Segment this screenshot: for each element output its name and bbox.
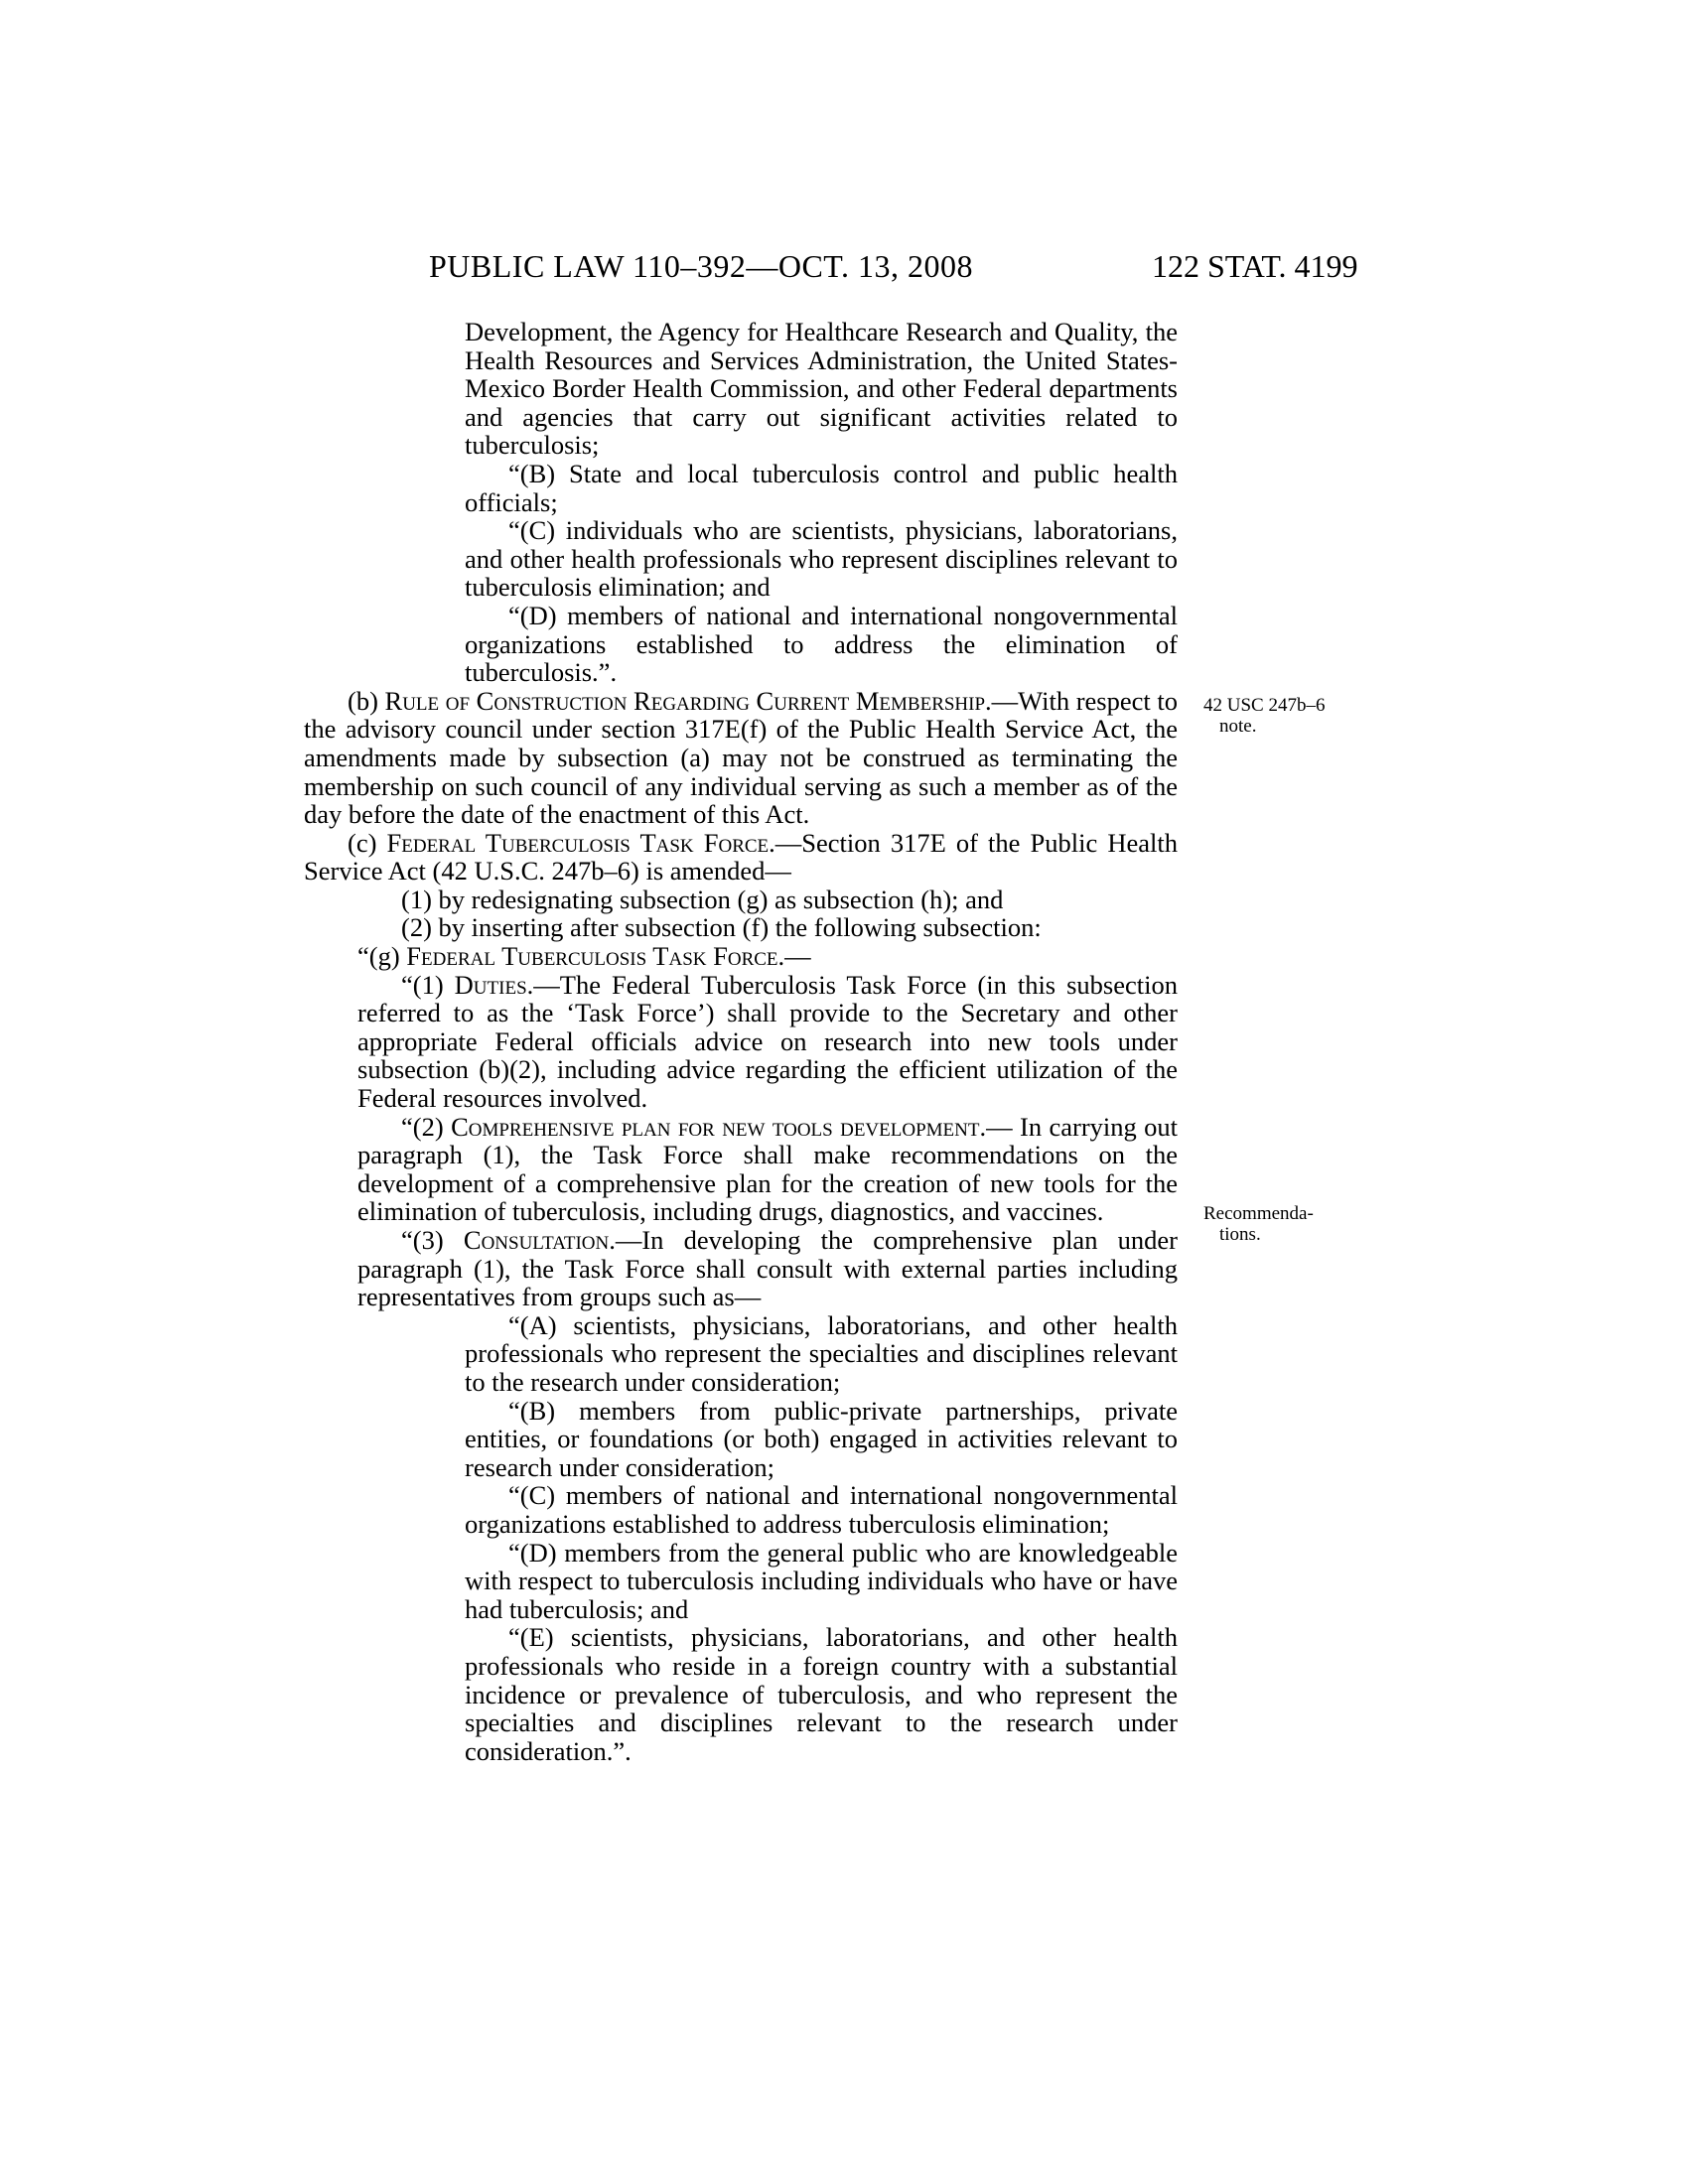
paragraph-1-label: “(1) xyxy=(401,969,444,1000)
consultation-group-b: “(B) members from public-private partnerships, private entities, or foundations (or both) engaged in activities relevant to research under consideration; xyxy=(465,1395,1178,1482)
paragraph-2-heading: Comprehensive plan for new tools development. xyxy=(451,1111,987,1142)
paragraph-b-officials: “(B) State and local tuberculosis control and public health officials; xyxy=(465,458,1178,517)
paragraph-continuation: Development, the Agency for Healthcare Research and Quality, the Health Resources and Services Administration, the United States-Mexico Border Health Commission, and other Federal departments and agencies that carry out significant activities related to tuberculosis; xyxy=(465,317,1178,461)
subsection-b-rule-of-construction xyxy=(304,687,1178,829)
consultation-group-d: “(D) members from the general public who are knowledgeable with respect to tuberculosis including individuals who have or have had tuberculosis; and xyxy=(465,1537,1178,1624)
subsection-b-heading: Rule of Construction Regarding Current Membership. xyxy=(384,685,992,716)
page-number: 122 STAT. 4199 xyxy=(1152,248,1358,284)
margin-note-usc-line1: 42 USC 247b–6 xyxy=(1203,695,1326,716)
paragraph-3-label: “(3) xyxy=(401,1225,444,1255)
subsection-g-heading-line xyxy=(357,942,1178,971)
paragraph-d-members: “(D) members of national and international nongovernmental organizations established to address the elimination of tuberculosis.”. xyxy=(465,600,1178,688)
margin-note-usc-line2: note. xyxy=(1219,716,1257,737)
subsection-g-heading: Federal Tuberculosis Task Force. xyxy=(406,941,785,972)
subsection-c-text: —Section 317E of the Public Health Service Act (42 U.S.C. 247b–6) is amended— xyxy=(304,827,1178,887)
subsection-g-label: “(g) xyxy=(357,941,400,972)
subsection-g-dash: — xyxy=(784,941,811,972)
amendment-item-2: (2) by inserting after subsection (f) the following subsection: xyxy=(401,912,1042,943)
running-header-title: PUBLIC LAW 110–392—OCT. 13, 2008 xyxy=(429,248,973,284)
paragraph-1-text: —The Federal Tuberculosis Task Force (in this subsection referred to as the ‘Task Force’) shall provide to the Secretary and other appropriate Federal officials advice on research into new tools under subsection (b)(2), including advice regarding the efficient utilization of the Federal resources involved. xyxy=(357,969,1178,1114)
margin-note-rec-line2: tions. xyxy=(1219,1224,1261,1245)
paragraph-1-heading: Duties. xyxy=(454,969,534,1000)
consultation-group-a: “(A) scientists, physicians, laboratorians, and other health professionals who represent the specialties and disciplines relevant to the research under consideration; xyxy=(465,1309,1178,1397)
paragraph-3-consultation xyxy=(357,1226,1178,1311)
subsection-b-text: —With respect to the advisory council under section 317E(f) of the Public Health Service Act, the amendments made by subsection (a) may not be construed as terminating the membership on such council of any individual serving as such a member as of the day before the date of the enactment of this Act. xyxy=(304,685,1178,830)
subsection-c-task-force xyxy=(304,829,1178,886)
subsection-c-label: (c) xyxy=(348,827,377,858)
paragraph-2-label: “(2) xyxy=(401,1111,444,1142)
paragraph-3-heading: Consultation. xyxy=(463,1225,616,1255)
margin-note-recommendations xyxy=(1203,1203,1352,1245)
margin-note-usc xyxy=(1203,695,1352,737)
subsection-b-label: (b) xyxy=(348,685,378,716)
consultation-group-e: “(E) scientists, physicians, laboratorians, and other health professionals who reside in a foreign country with a substantial incidence or prevalence of tuberculosis, and who represent the specialties and disciplines relevant to the research under consideration.”. xyxy=(465,1622,1178,1766)
paragraph-1-duties xyxy=(357,971,1178,1113)
amendment-item-1: (1) by redesignating subsection (g) as subsection (h); and xyxy=(401,884,1004,914)
margin-note-rec-line1: Recommenda- xyxy=(1203,1203,1314,1224)
paragraph-2-text: — In carrying out paragraph (1), the Task Force shall make recommendations on the development of a comprehensive plan for the creation of new tools for the elimination of tuberculosis, including drugs, diagnostics, and vaccines. xyxy=(357,1111,1179,1227)
consultation-group-c: “(C) members of national and international nongovernmental organizations established to address tuberculosis elimination; xyxy=(465,1480,1178,1539)
paragraph-c-individuals: “(C) individuals who are scientists, physicians, laboratorians, and other health professionals who represent disciplines relevant to tuberculosis elimination; and xyxy=(465,515,1178,603)
paragraph-3-text: —In developing the comprehensive plan under paragraph (1), the Task Force shall consult with external parties including representatives from groups such as— xyxy=(357,1225,1178,1312)
subsection-c-heading: Federal Tuberculosis Task Force. xyxy=(386,827,775,858)
statute-body xyxy=(304,318,1178,1765)
paragraph-2-comprehensive-plan xyxy=(357,1113,1178,1226)
